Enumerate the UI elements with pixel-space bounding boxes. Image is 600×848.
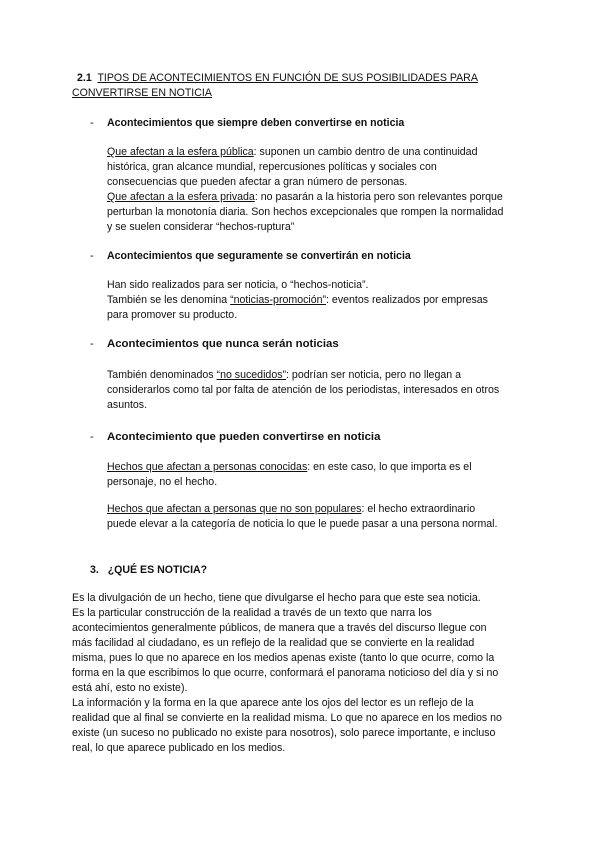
item-2-term: “noticias-promoción” [230,294,327,306]
item-4-p1-line1 [107,460,472,475]
item-2-heading: Acontecimientos que seguramente se convertirán en noticia [107,250,411,262]
section-3-line-1: Es la divulgación de un hecho, tiene que divulgarse el hecho para que este sea noticia. [72,592,481,604]
item-3-line1 [107,368,461,383]
section-3-line-6: forma en la que escribimos lo que ocurre, conformará el panorama noticioso del día y si no [72,667,499,679]
section-3-line-4: más facilidad al ciudadano, es un reflejo de la realidad que se convierte en la realidad [72,637,475,649]
section-3-line-5: misma, pues lo que no aparece en los medios apenas existe (tanto lo que ocurre, como la [72,652,495,664]
section-3-line-3: acontecimientos generalmente públicos, de manera que a través del discurso llegue con [72,622,487,634]
section-title-line1: TIPOS DE ACONTECIMIENTOS EN FUNCIÓN DE SUS POSIBILIDADES PARA [97,72,478,84]
item-4-p1-line2: personaje, no el hecho. [107,476,218,488]
section-3-heading [90,563,207,578]
item-3-heading: Acontecimientos que nunca serán noticias [107,338,339,350]
item-2-line2 [107,293,488,308]
item-4-p1-term: Hechos que afectan a personas conocidas [107,461,308,473]
item-3-line1-pre: También denominados [107,369,217,381]
item-1-p1-line1 [107,145,477,160]
section-3-line-7: está ahí, esto no existe). [72,682,188,694]
item-1-p1-text: : suponen un cambio dentro de una continuidad [253,146,478,158]
item-1-p1-term: Que afectan a la esfera pública [107,146,254,158]
item-2-line1: Han sido realizados para ser noticia, o “hechos-noticia”. [107,279,369,291]
bullet-3: - [90,338,94,350]
section-3-line-2: Es la particular construcción de la realidad a través de un texto que narra los [72,607,432,619]
section-3-title: ¿QUÉ ES NOTICIA? [107,564,208,576]
item-4-p2-term: Hechos que afectan a personas que no son populares [107,503,362,515]
item-1-p1-line3: consecuencias que pueden afectar a gran número de personas. [107,176,408,188]
item-3-line1-rest: : podrían ser noticia, pero no llegan a [286,369,461,381]
item-4-p2-line1 [107,502,475,517]
item-4-p1-text: : en este caso, lo que importa es el [307,461,472,473]
section-3-line-8: La información y la forma en la que aparece ante los ojos del lector es un reflejo de la [72,697,474,709]
section-3-line-10: existe (un suceso no publicado no existe para nosotros), solo parece importante, e incluso [72,727,496,739]
item-1-heading: Acontecimientos que siempre deben convertirse en noticia [107,117,405,129]
item-1-p1-line2: histórica, gran alcance mundial, repercusiones políticas y sociales con [107,161,437,173]
item-3-line3: asuntos. [107,399,148,411]
item-1-p2-text: : no pasarán a la historia pero son relevantes porque [254,191,503,203]
item-2-line2-rest: : eventos realizados por empresas [326,294,488,306]
item-1-p2-term: Que afectan a la esfera privada [107,191,255,203]
item-3-term: “no sucedidos” [216,369,287,381]
item-3-line2: considerarlos como tal por falta de atención de los periodistas, interesados en otros [107,384,500,396]
item-2-line3: para promover su producto. [107,309,238,321]
item-4-p2-line2: puede elevar a la categoría de noticia lo que le puede pasar a una persona normal. [107,518,498,530]
section-3-line-9: realidad que al final se convierte en la realidad misma. Lo que no aparece en los medios no [72,712,502,724]
section-2-1-heading [77,71,478,86]
bullet-2: - [90,250,94,262]
item-2-line2-pre: También se les denomina [107,294,231,306]
item-1-p2-line3: y se suelen considerar “hechos-ruptura” [107,221,295,233]
bullet-4: - [90,431,94,443]
item-1-p2-line1 [107,190,503,205]
section-3-number: 3. [90,564,99,576]
bullet-1: - [90,117,94,129]
section-number: 2.1 [77,72,92,84]
item-4-p2-text: : el hecho extraordinario [361,503,476,515]
section-3-line-11: real, lo que aparece publicado en los medios. [72,742,286,754]
item-4-heading: Acontecimiento que pueden convertirse en noticia [107,431,381,443]
section-title-line2: CONVERTIRSE EN NOTICIA [72,87,212,99]
item-1-p2-line2: perturban la monotonía diaria. Son hechos excepcionales que rompen la normalidad [107,206,504,218]
